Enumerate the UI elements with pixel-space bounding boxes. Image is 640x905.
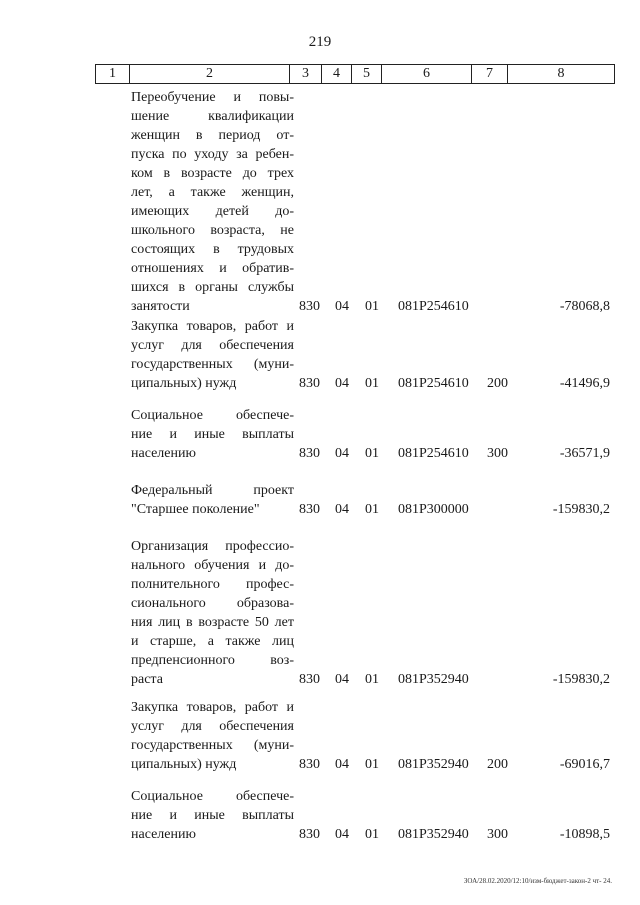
- description-line: пуска по уходу за ребен-: [131, 147, 294, 162]
- description-line: государственных (муни-: [131, 357, 294, 372]
- description-line: Переобучение и повы-: [131, 90, 294, 105]
- cell-c3: 830: [299, 827, 320, 842]
- page-number: 219: [308, 34, 332, 50]
- cell-c4: 04: [335, 299, 349, 314]
- cell-c4: 04: [335, 376, 349, 391]
- header-cell: 2: [130, 65, 290, 83]
- description-line: шихся в органы службы: [131, 280, 294, 295]
- description-line: Закупка товаров, работ и: [131, 319, 294, 334]
- cell-c5: 01: [365, 757, 379, 772]
- header-cell: 1: [96, 65, 130, 83]
- description-line: "Старшее поколение": [131, 502, 260, 517]
- description-line: женщин в период от-: [131, 128, 294, 143]
- cell-c6: 081P254610: [398, 376, 469, 391]
- description-line: Федеральный проект: [131, 483, 294, 498]
- cell-c6: 081P254610: [398, 299, 469, 314]
- description-line: школьного возраста, не: [131, 223, 294, 238]
- description-line: ние и иные выплаты: [131, 808, 294, 823]
- cell-c8: -159830,2: [552, 672, 610, 687]
- cell-c5: 01: [365, 502, 379, 517]
- cell-c3: 830: [299, 299, 320, 314]
- description-line: населению: [131, 827, 196, 842]
- description-line: ципальных) нужд: [131, 757, 237, 772]
- cell-c7: 200: [487, 757, 508, 772]
- header-cell: 3: [290, 65, 322, 83]
- cell-c4: 04: [335, 502, 349, 517]
- description-line: Организация профессио-: [131, 539, 294, 554]
- description-line: состоящих в трудовых: [131, 242, 294, 257]
- row-description: [131, 481, 294, 519]
- cell-c8: -36571,9: [559, 446, 610, 461]
- footer-note: ЗОА/28.02.2020/12:10/изм-бюджет-закон-2 чт- 24.: [463, 877, 612, 885]
- cell-c6: 081P352940: [398, 672, 469, 687]
- description-line: ния лиц в возрасте 50 лет: [131, 615, 294, 630]
- description-line: полнительного профес-: [131, 577, 294, 592]
- description-line: услуг для обеспечения: [131, 719, 294, 734]
- cell-c4: 04: [335, 672, 349, 687]
- description-line: раста: [131, 672, 163, 687]
- cell-c4: 04: [335, 827, 349, 842]
- cell-c5: 01: [365, 376, 379, 391]
- cell-c5: 01: [365, 446, 379, 461]
- description-line: нального обучения и до-: [131, 558, 294, 573]
- description-line: государственных (муни-: [131, 738, 294, 753]
- cell-c3: 830: [299, 672, 320, 687]
- cell-c6: 081P254610: [398, 446, 469, 461]
- description-line: Социальное обеспече-: [131, 789, 294, 804]
- cell-c6: 081P300000: [398, 502, 469, 517]
- description-line: ципальных) нужд: [131, 376, 237, 391]
- row-description: [131, 88, 294, 316]
- cell-c3: 830: [299, 446, 320, 461]
- cell-c8: -78068,8: [559, 299, 610, 314]
- table-header-row: [95, 64, 615, 84]
- cell-c7: 200: [487, 376, 508, 391]
- row-description: [131, 317, 294, 393]
- header-cell: 6: [382, 65, 472, 83]
- cell-c5: 01: [365, 827, 379, 842]
- description-line: отношениях и обратив-: [131, 261, 294, 276]
- description-line: ком в возрасте до трех: [131, 166, 294, 181]
- cell-c8: -69016,7: [559, 757, 610, 772]
- description-line: сионального образова-: [131, 596, 294, 611]
- row-description: [131, 787, 294, 844]
- header-cell: 7: [472, 65, 508, 83]
- description-line: занятости: [131, 299, 190, 314]
- description-line: предпенсионного воз-: [131, 653, 294, 668]
- header-cell: 5: [352, 65, 382, 83]
- cell-c8: -10898,5: [559, 827, 610, 842]
- cell-c8: -159830,2: [552, 502, 610, 517]
- cell-c5: 01: [365, 672, 379, 687]
- cell-c7: 300: [487, 446, 508, 461]
- cell-c6: 081P352940: [398, 827, 469, 842]
- cell-c8: -41496,9: [559, 376, 610, 391]
- cell-c5: 01: [365, 299, 379, 314]
- description-line: шение квалификации: [131, 109, 294, 124]
- cell-c3: 830: [299, 757, 320, 772]
- cell-c3: 830: [299, 502, 320, 517]
- description-line: Социальное обеспече-: [131, 408, 294, 423]
- row-description: [131, 698, 294, 774]
- description-line: лет, а также женщин,: [131, 185, 294, 200]
- description-line: имеющих детей до-: [131, 204, 294, 219]
- header-cell: 4: [322, 65, 352, 83]
- description-line: услуг для обеспечения: [131, 338, 294, 353]
- description-line: Закупка товаров, работ и: [131, 700, 294, 715]
- header-cell: 8: [557, 66, 565, 81]
- description-line: ние и иные выплаты: [131, 427, 294, 442]
- description-line: и старше, а также лиц: [131, 634, 294, 649]
- row-description: [131, 406, 294, 463]
- row-description: [131, 537, 294, 689]
- cell-c6: 081P352940: [398, 757, 469, 772]
- cell-c4: 04: [335, 757, 349, 772]
- description-line: населению: [131, 446, 196, 461]
- cell-c3: 830: [299, 376, 320, 391]
- cell-c4: 04: [335, 446, 349, 461]
- cell-c7: 300: [487, 827, 508, 842]
